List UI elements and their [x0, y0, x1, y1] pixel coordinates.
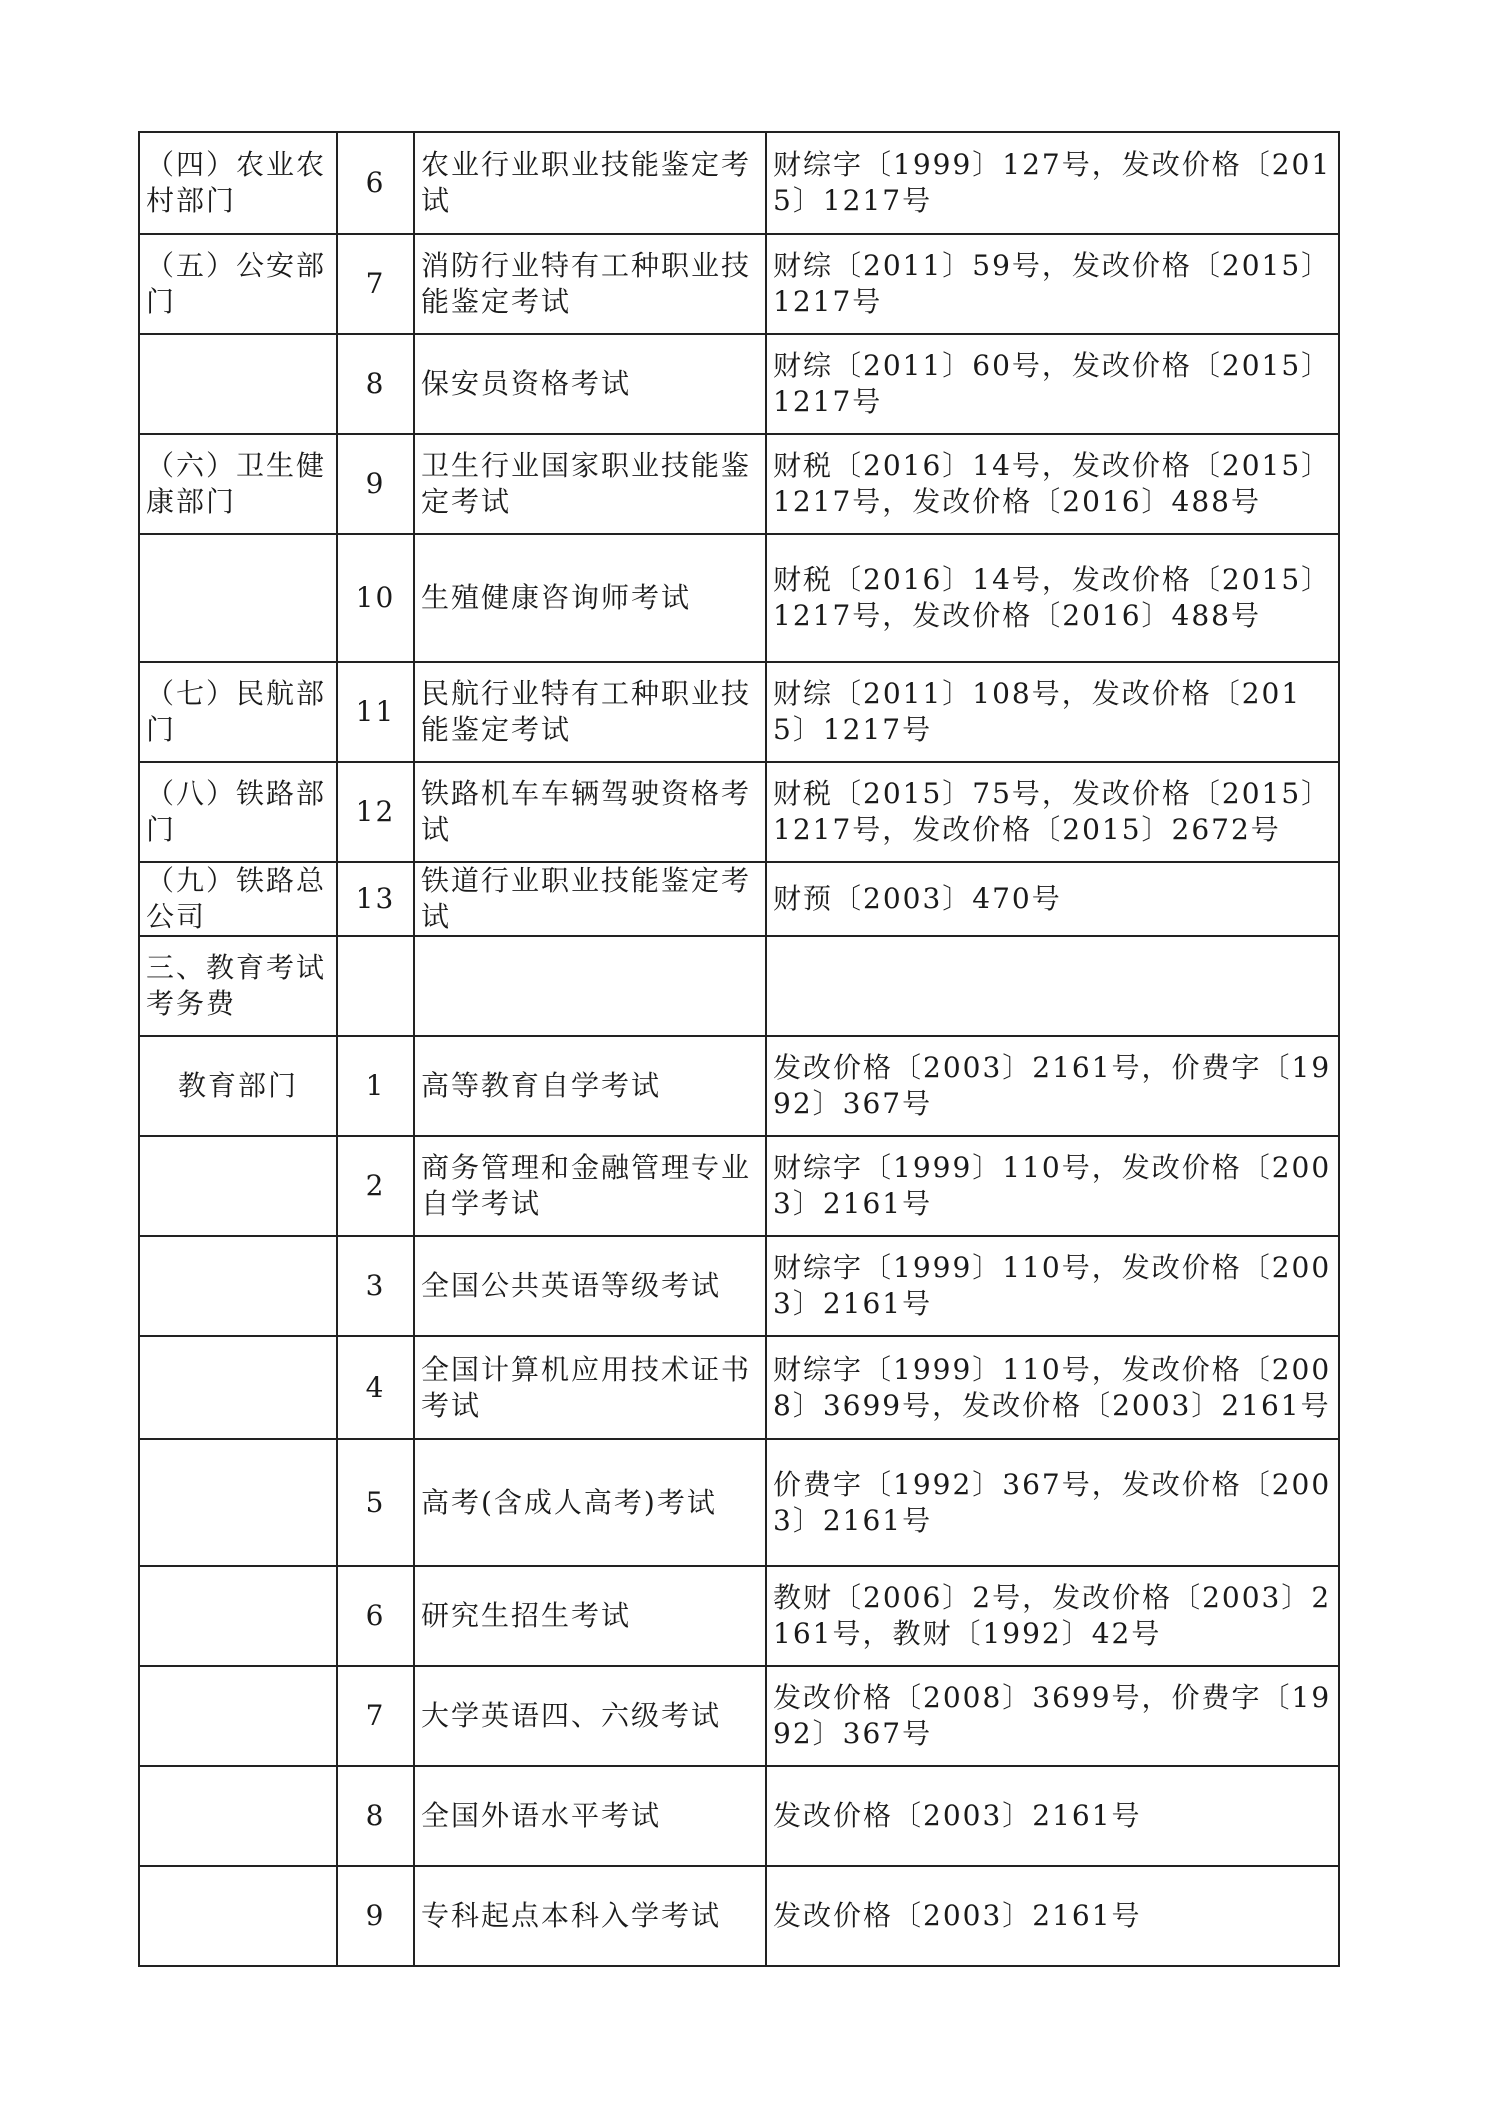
department-cell: [139, 334, 337, 434]
document-reference-cell: 财税〔2016〕14号，发改价格〔2015〕1217号，发改价格〔2016〕488号: [766, 434, 1339, 534]
department-cell: [139, 1766, 337, 1866]
table-row: [139, 334, 1339, 434]
department-cell: [139, 1566, 337, 1666]
document-reference-cell: 发改价格〔2008〕3699号，价费字〔1992〕367号: [766, 1666, 1339, 1766]
document-reference-cell: [766, 936, 1339, 1036]
document-reference-cell: 财综字〔1999〕110号，发改价格〔2003〕2161号: [766, 1136, 1339, 1236]
row-number-cell: 13: [337, 862, 414, 936]
fee-basis-table: [138, 131, 1340, 1967]
exam-name-cell: 卫生行业国家职业技能鉴定考试: [414, 434, 766, 534]
exam-name-cell: 全国外语水平考试: [414, 1766, 766, 1866]
row-number-cell: 1: [337, 1036, 414, 1136]
table-row: [139, 1236, 1339, 1336]
row-number-cell: 11: [337, 662, 414, 762]
exam-name-cell: 研究生招生考试: [414, 1566, 766, 1666]
table-row: [139, 132, 1339, 234]
document-reference-cell: 发改价格〔2003〕2161号: [766, 1866, 1339, 1966]
document-reference-cell: 教财〔2006〕2号，发改价格〔2003〕2161号，教财〔1992〕42号: [766, 1566, 1339, 1666]
exam-name-cell: 大学英语四、六级考试: [414, 1666, 766, 1766]
row-number-cell: [337, 936, 414, 1036]
document-reference-cell: 发改价格〔2003〕2161号，价费字〔1992〕367号: [766, 1036, 1339, 1136]
row-number-cell: 6: [337, 132, 414, 234]
table-row: [139, 1666, 1339, 1766]
exam-name-cell: 专科起点本科入学考试: [414, 1866, 766, 1966]
exam-name-cell: 铁路机车车辆驾驶资格考试: [414, 762, 766, 862]
department-cell: [139, 1336, 337, 1439]
exam-name-cell: 全国计算机应用技术证书考试: [414, 1336, 766, 1439]
department-cell: （四）农业农村部门: [139, 132, 337, 234]
document-reference-cell: 财预〔2003〕470号: [766, 862, 1339, 936]
row-number-cell: 10: [337, 534, 414, 662]
table-row: [139, 1336, 1339, 1439]
section-header-row: [139, 936, 1339, 1036]
department-cell: [139, 1866, 337, 1966]
section-title-cell: 三、教育考试考务费: [139, 936, 337, 1036]
table-row: [139, 1036, 1339, 1136]
document-reference-cell: 财综〔2011〕108号，发改价格〔2015〕1217号: [766, 662, 1339, 762]
document-reference-cell: 发改价格〔2003〕2161号: [766, 1766, 1339, 1866]
row-number-cell: 12: [337, 762, 414, 862]
document-reference-cell: 财综〔2011〕60号，发改价格〔2015〕1217号: [766, 334, 1339, 434]
document-reference-cell: 财综字〔1999〕127号，发改价格〔2015〕1217号: [766, 132, 1339, 234]
document-reference-cell: 财综〔2011〕59号，发改价格〔2015〕1217号: [766, 234, 1339, 334]
table-row: [139, 662, 1339, 762]
table-row: [139, 762, 1339, 862]
row-number-cell: 5: [337, 1439, 414, 1566]
exam-name-cell: 保安员资格考试: [414, 334, 766, 434]
exam-name-cell: 高考(含成人高考)考试: [414, 1439, 766, 1566]
row-number-cell: 9: [337, 1866, 414, 1966]
row-number-cell: 9: [337, 434, 414, 534]
department-cell: [139, 534, 337, 662]
table-row: [139, 1439, 1339, 1566]
row-number-cell: 6: [337, 1566, 414, 1666]
exam-name-cell: 生殖健康咨询师考试: [414, 534, 766, 662]
department-cell: [139, 1439, 337, 1566]
exam-name-cell: 民航行业特有工种职业技能鉴定考试: [414, 662, 766, 762]
row-number-cell: 3: [337, 1236, 414, 1336]
document-reference-cell: 财综字〔1999〕110号，发改价格〔2008〕3699号，发改价格〔2003〕2161号: [766, 1336, 1339, 1439]
table-row: [139, 234, 1339, 334]
exam-name-cell: 铁道行业职业技能鉴定考试: [414, 862, 766, 936]
department-cell: （五）公安部门: [139, 234, 337, 334]
row-number-cell: 8: [337, 1766, 414, 1866]
department-cell: [139, 1666, 337, 1766]
document-reference-cell: 财税〔2015〕75号，发改价格〔2015〕1217号，发改价格〔2015〕2672号: [766, 762, 1339, 862]
exam-name-cell: [414, 936, 766, 1036]
department-cell: （九）铁路总公司: [139, 862, 337, 936]
exam-name-cell: 高等教育自学考试: [414, 1036, 766, 1136]
exam-name-cell: 商务管理和金融管理专业自学考试: [414, 1136, 766, 1236]
document-reference-cell: 财综字〔1999〕110号，发改价格〔2003〕2161号: [766, 1236, 1339, 1336]
table-row: [139, 434, 1339, 534]
table-row: [139, 1766, 1339, 1866]
document-reference-cell: 财税〔2016〕14号，发改价格〔2015〕1217号，发改价格〔2016〕488号: [766, 534, 1339, 662]
department-cell: （六）卫生健康部门: [139, 434, 337, 534]
table-row: [139, 862, 1339, 936]
row-number-cell: 4: [337, 1336, 414, 1439]
table-row: [139, 534, 1339, 662]
document-reference-cell: 价费字〔1992〕367号，发改价格〔2003〕2161号: [766, 1439, 1339, 1566]
department-cell: 教育部门: [139, 1036, 337, 1136]
row-number-cell: 2: [337, 1136, 414, 1236]
exam-name-cell: 消防行业特有工种职业技能鉴定考试: [414, 234, 766, 334]
department-cell: [139, 1136, 337, 1236]
department-cell: （七）民航部门: [139, 662, 337, 762]
row-number-cell: 7: [337, 1666, 414, 1766]
row-number-cell: 8: [337, 334, 414, 434]
table-row: [139, 1566, 1339, 1666]
exam-name-cell: 农业行业职业技能鉴定考试: [414, 132, 766, 234]
department-cell: （八）铁路部门: [139, 762, 337, 862]
table-row: [139, 1866, 1339, 1966]
table-row: [139, 1136, 1339, 1236]
department-cell: [139, 1236, 337, 1336]
exam-name-cell: 全国公共英语等级考试: [414, 1236, 766, 1336]
row-number-cell: 7: [337, 234, 414, 334]
